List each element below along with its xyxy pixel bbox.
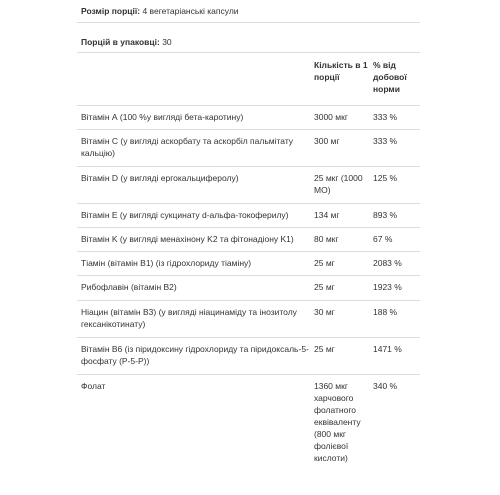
nutrient-daily-value: 893 % xyxy=(373,210,398,220)
nutrient-name: Ніацин (вітамін B3) (у вигляді ніацинаміду та інозитолу гексанікотинату) xyxy=(81,307,297,329)
nutrient-name: Вітамін А (100 %у вигляді бета-каротину) xyxy=(81,112,244,122)
nutrient-amount: 1360 мкг харчового фолатного еквіваленту (800 мкг фолієвої кислоти) xyxy=(314,381,361,463)
nutrient-row xyxy=(77,252,420,276)
nutrient-daily-value: 188 % xyxy=(373,307,398,317)
nutrient-row xyxy=(77,167,420,204)
nutrient-row xyxy=(77,375,420,495)
nutrient-daily-value: 333 % xyxy=(373,112,398,122)
nutrient-amount: 25 мг xyxy=(314,282,335,292)
serving-size-row xyxy=(77,0,420,23)
supplement-facts-table xyxy=(77,0,420,495)
nutrient-row xyxy=(77,276,420,301)
amount-per-serving-header: Кількість в 1 порції xyxy=(314,60,368,82)
nutrient-daily-value: 1471 % xyxy=(373,344,402,354)
nutrient-amount: 80 мкг xyxy=(314,234,339,244)
nutrient-name: Вітамін E (у вигляді сукцинату d-альфа-токоферилу) xyxy=(81,210,289,220)
nutrient-daily-value: 125 % xyxy=(373,173,398,183)
nutrient-daily-value: 67 % xyxy=(373,234,393,244)
serving-size-label: Розмір порції: xyxy=(81,6,141,16)
nutrient-amount: 30 мг xyxy=(314,307,335,317)
serving-size-value: 4 вегетаріанські капсули xyxy=(142,6,239,16)
nutrient-row xyxy=(77,106,420,130)
nutrient-row xyxy=(77,338,420,375)
nutrient-name: Вітамін D (у вигляді ергокальциферолу) xyxy=(81,173,239,183)
nutrient-daily-value: 2083 % xyxy=(373,258,402,268)
servings-per-container-label: Порцій в упаковці: xyxy=(81,37,160,47)
servings-per-container-value: 30 xyxy=(162,37,172,47)
nutrient-daily-value: 1923 % xyxy=(373,282,402,292)
nutrient-amount: 3000 мкг xyxy=(314,112,348,122)
nutrient-daily-value: 333 % xyxy=(373,136,398,146)
nutrient-row xyxy=(77,130,420,167)
nutrient-amount: 300 мг xyxy=(314,136,340,146)
nutrient-name: Фолат xyxy=(81,381,106,391)
nutrient-row xyxy=(77,228,420,252)
nutrient-amount: 25 мг xyxy=(314,344,335,354)
nutrient-name: Вітамін C (у вигляді аскорбату та аскорбіл пальмітату кальцію) xyxy=(81,136,294,158)
nutrient-amount: 25 мкг (1000 МО) xyxy=(314,173,363,195)
daily-value-header: % від добової норми xyxy=(373,60,407,94)
nutrient-row xyxy=(77,301,420,338)
nutrient-row xyxy=(77,204,420,228)
nutrient-name: Тіамін (вітамін B1) (із гідрохлориду тіаміну) xyxy=(81,258,252,268)
servings-per-container-row xyxy=(77,23,420,53)
nutrient-name: Вітамін K (у вигляді менахінону K2 та фітонадіону K1) xyxy=(81,234,294,244)
nutrient-name: Вітамін B6 (із піридоксину гідрохлориду та піридоксаль-5-фосфату (P-5-P)) xyxy=(81,344,309,366)
table-header-row xyxy=(77,53,420,106)
nutrient-name: Рибофлавін (вітамін B2) xyxy=(81,282,177,292)
nutrient-amount: 25 мг xyxy=(314,258,335,268)
nutrient-list xyxy=(77,106,420,495)
nutrient-amount: 134 мг xyxy=(314,210,340,220)
nutrient-daily-value: 340 % xyxy=(373,381,398,391)
